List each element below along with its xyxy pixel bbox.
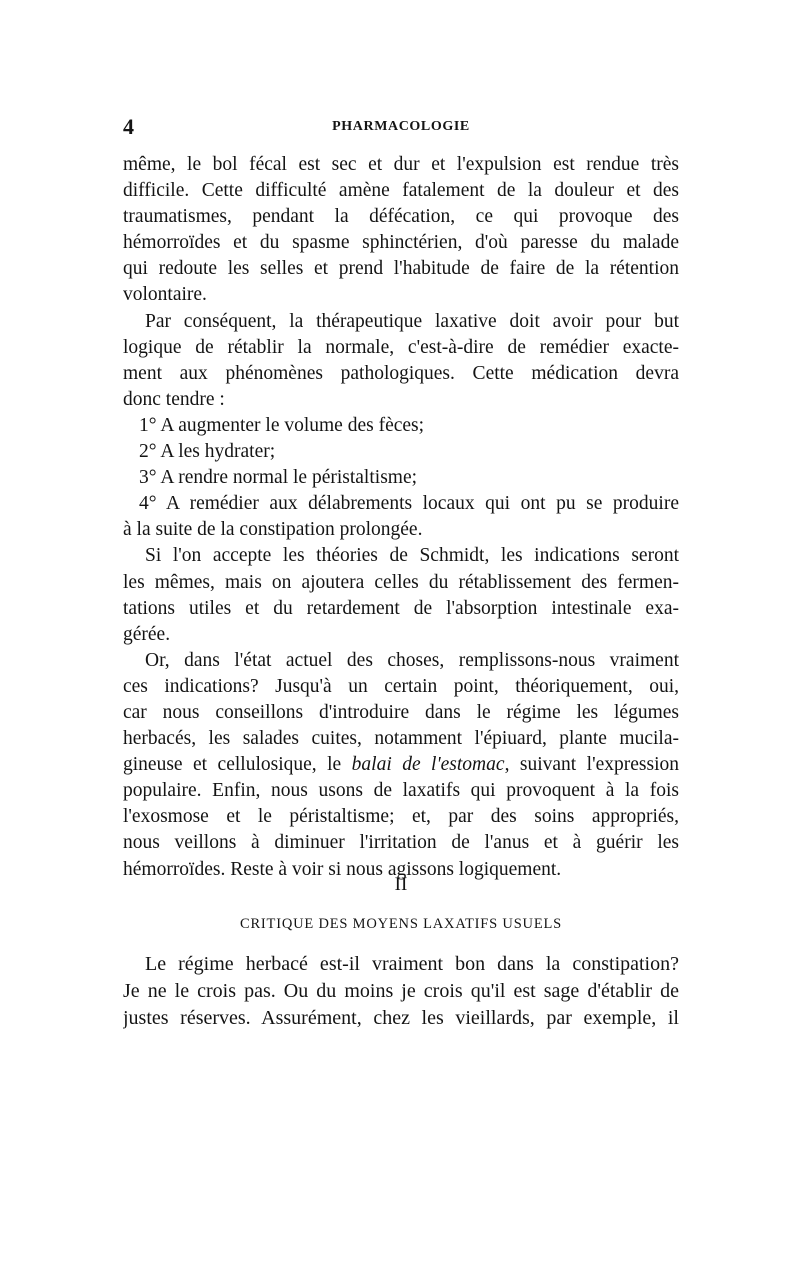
text-line: ment aux phénomènes pathologiques. Cette médication devra [123,362,679,384]
text-line: justes réserves. Assurément, chez les vieillards, par exemple, il [123,1007,679,1029]
list-item: 2° A les hydrater; [139,441,276,463]
text-line: Par conséquent, la thérapeutique laxative doit avoir pour but [145,310,679,332]
text-line: car nous conseillons d'introduire dans le régime les légumes [123,701,679,723]
list-item: 1° A augmenter le volume des fèces; [139,414,425,436]
text-line: qui redoute les selles et prend l'habitude de faire de la rétention [123,258,679,280]
list-item: 4° A remédier aux délabrements locaux qui ont pu se produire [139,493,679,515]
text-line: Le régime herbacé est-il vraiment bon dans la constipation? [145,953,679,975]
text-fragment: gineuse et cellulosique, le [123,754,342,776]
text-fragment: , suivant l'expression [504,754,679,776]
text-line: volontaire. [123,284,207,306]
text-line: Or, dans l'état actuel des choses, remplissons-nous vraiment [145,649,679,671]
text-line: difficile. Cette difficulté amène fatalement de la douleur et des [123,180,679,202]
section-title: CRITIQUE DES MOYENS LAXATIFS USUELS [239,916,563,932]
text-line: hémorroïdes. Reste à voir si nous agissons logiquement. [123,858,562,880]
section-number: II [394,874,408,895]
list-item: 3° A rendre normal le péristaltisme; [139,467,418,489]
text-line: logique de rétablir la normale, c'est-à-dire de remédier exacte- [123,336,679,358]
text-line: populaire. Enfin, nous usons de laxatifs qui provoquent à la fois [123,780,679,802]
text-line-with-italic [123,752,679,778]
text-line: tations utiles et du retardement de l'absorption intestinale exa- [123,597,679,619]
text-line: l'exosmose et le péristaltisme; et, par des soins appropriés, [123,806,679,828]
italic-phrase: balai de l'estomac [351,754,505,776]
text-line: à la suite de la constipation prolongée. [123,519,423,541]
text-line: donc tendre : [123,388,225,410]
text-line: gérée. [123,623,171,645]
text-line: même, le bol fécal est sec et dur et l'expulsion est rendue très [123,154,679,175]
text-line: hémorroïdes et du spasme sphinctérien, d'où paresse du malade [123,232,679,254]
text-line: Si l'on accepte les théories de Schmidt, les indications seront [145,545,679,567]
text-line: traumatismes, pendant la défécation, ce qui provoque des [123,206,679,228]
running-title: PHARMACOLOGIE [332,119,470,134]
text-line: herbacés, les salades cuites, notamment l'épiuard, plante mucila- [123,728,679,750]
text-line: nous veillons à diminuer l'irritation de l'anus et à guérir les [123,832,679,854]
text-line: ces indications? Jusqu'à un certain point, théoriquement, oui, [123,675,679,697]
page-number: 4 [123,114,134,139]
text-line: Je ne le crois pas. Ou du moins je crois qu'il est sage d'établir de [123,980,679,1002]
section-text [123,951,679,1032]
running-head [123,115,679,139]
body-text [123,152,679,883]
text-line: les mêmes, mais on ajoutera celles du rétablissement des fermen- [123,571,679,593]
